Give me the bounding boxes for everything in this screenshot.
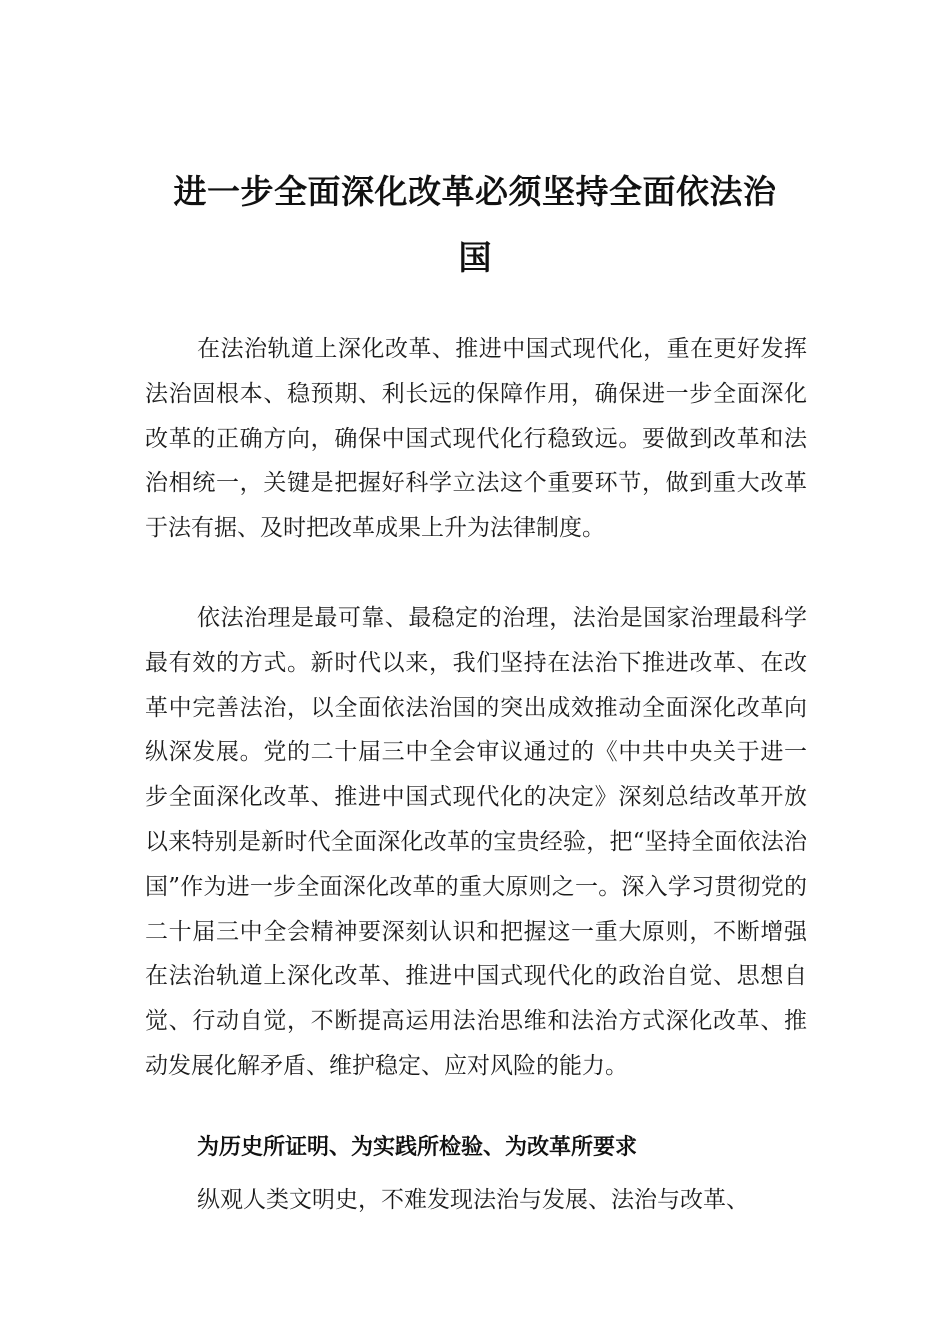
paragraph-1: 在法治轨道上深化改革、推进中国式现代化，重在更好发挥法治固根本、稳预期、利长远的保障作用，确保进一步全面深化改革的正确方向，确保中国式现代化行稳致远。要做到改革和法治相统一，关键是把握好科学立法这个重要环节，做到重大改革于法有据、及时把改革成果上升为法律制度。	[145, 336, 807, 542]
document-title-line-1: 进一步全面深化改革必须坚持全面依法治	[173, 172, 777, 211]
document-title-line-2: 国	[458, 238, 492, 277]
section-subheading: 为历史所证明、为实践所检验、为改革所要求	[197, 1135, 638, 1160]
paragraph-3: 纵观人类文明史，不难发现法治与发展、法治与改革、	[197, 1187, 749, 1213]
paragraph-2: 依法治理是最可靠、最稳定的治理，法治是国家治理最科学最有效的方式。新时代以来，我们坚持在法治下推进改革、在改革中完善法治，以全面依法治国的突出成效推动全面深化改革向纵深发展。党的二十届三中全会审议通过的《中共中央关于进一步全面深化改革、推进中国式现代化的决定》深刻总结改革开放以来特别是新时代全面深化改革的宝贵经验，把“坚持全面依法治国”作为进一步全面深化改革的重大原则之一。深入学习贯彻党的二十届三中全会精神要深刻认识和把握这一重大原则，不断增强在法治轨道上深化改革、推进中国式现代化的政治自觉、思想自觉、行动自觉，不断提高运用法治思维和法治方式深化改革、推动发展化解矛盾、维护稳定、应对风险的能力。	[145, 605, 807, 1079]
